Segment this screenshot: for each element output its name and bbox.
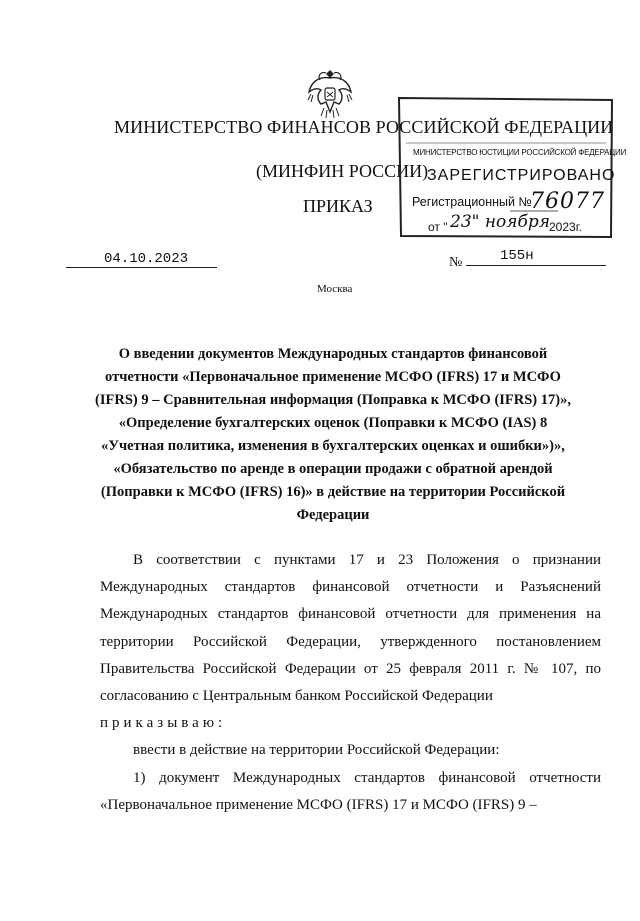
stamp-registration-label: Регистрационный № (412, 195, 532, 209)
registration-stamp (398, 97, 627, 238)
stamp-date-prefix: от " (428, 220, 448, 234)
order-number: 155н (500, 248, 534, 264)
order-body (100, 547, 601, 819)
enactment-paragraph: ввести в действие на территории Российской Федерации: (133, 742, 500, 759)
order-date: 04.10.2023 (104, 251, 189, 267)
stamp-organization: МИНИСТЕРСТВО ЮСТИЦИИ РОССИЙСКОЙ ФЕДЕРАЦИИ (413, 148, 627, 157)
order-title: О введении документов Международных стандартов финансовой отчетности «Первоначальное применение МСФО (IFRS) 17 и МСФО (IFRS) 9 – Сравнительная информация (Поправка к МСФО (IFRS) 17)», «Определение бухгалтерских оценок (Поправки к МСФО (IAS) 8 «Учетная политика, изменения в бухгалтерских оценках и ошибки»)», «Обязательство по аренде в операции продажи с обратной арендой (Поправки к МСФО (IFRS) 16)» в действие на территории Российской Федерации (95, 346, 571, 523)
document-type: ПРИКАЗ (303, 196, 373, 216)
city: Москва (317, 283, 353, 295)
number-sign: № (449, 255, 463, 270)
stamp-registration-number: 76077 (530, 189, 605, 214)
ministry-short-name: (МИНФИН РОССИИ) (256, 161, 429, 181)
preamble-paragraph: В соответствии с пунктами 17 и 23 Положения о признании Международных стандартов финансовой отчетности и Разъяснений Международных стандартов финансовой отчетности для применения на территории Российской Федерации, утвержденного постановлением Правительства Российской Федерации от 25 февраля 2011 г. № 107, по согласованию с Центральным банком Российской Федерации (100, 552, 601, 705)
order-word: приказываю: (100, 715, 227, 732)
number-underline (466, 265, 606, 266)
item-1-paragraph: 1) документ Международных стандартов финансовой отчетности «Первоначальное применение МСФО (IFRS) 17 и МСФО (IFRS) 9 – (100, 769, 601, 813)
stamp-date-handwritten: 23" ноября (450, 212, 551, 232)
stamp-date-year: 2023г. (549, 220, 582, 234)
date-underline (66, 267, 217, 268)
ministry-name: МИНИСТЕРСТВО ФИНАНСОВ РОССИЙСКОЙ ФЕДЕРАЦИИ (114, 117, 614, 137)
russian-coat-of-arms-icon (305, 64, 355, 120)
stamp-status: ЗАРЕГИСТРИРОВАНО (427, 167, 616, 184)
